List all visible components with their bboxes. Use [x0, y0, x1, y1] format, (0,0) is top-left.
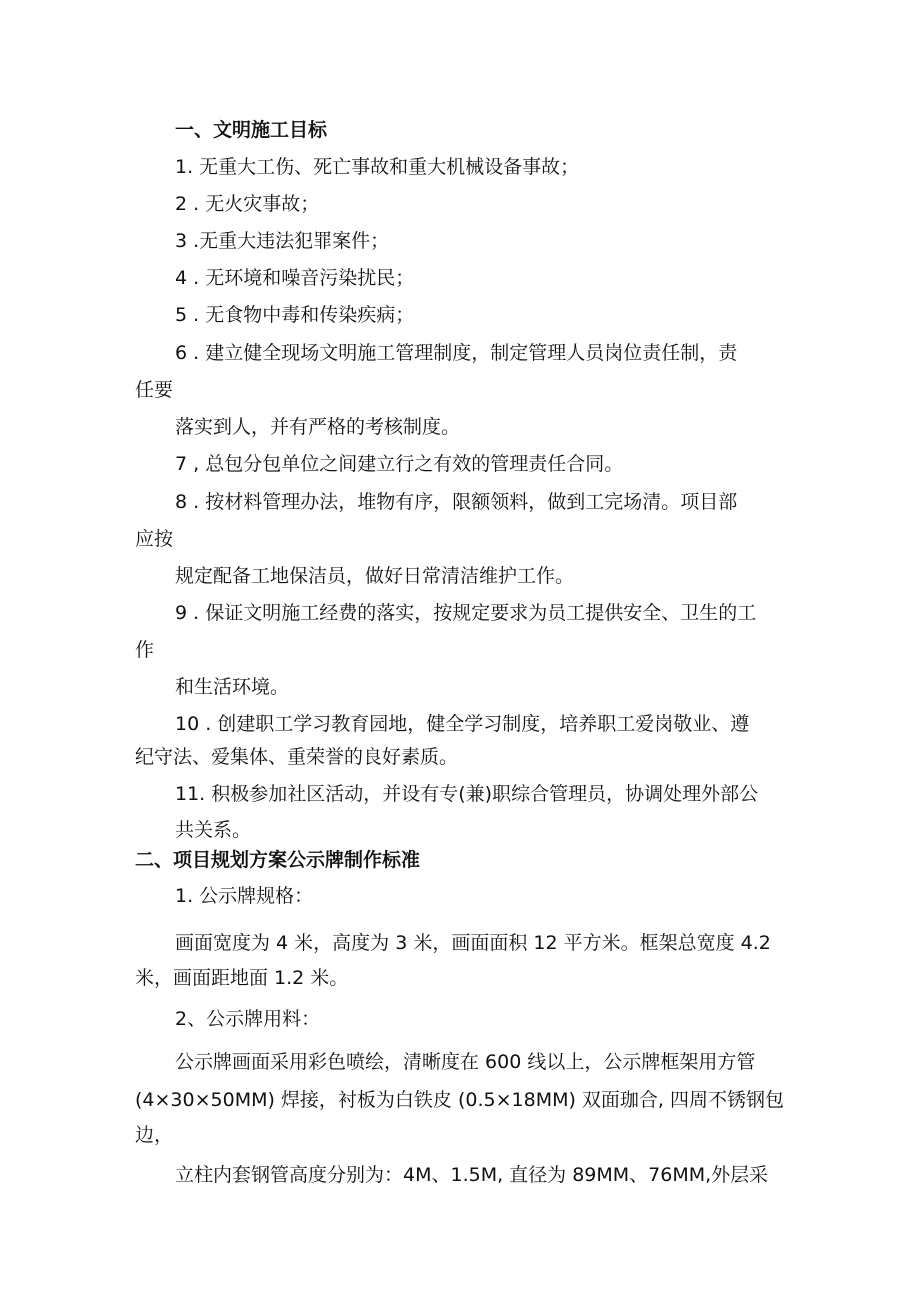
section-heading-2: 二、项目规划方案公示牌制作标准: [135, 849, 421, 871]
item-9: 9 . 保证文明施工经费的落实，按规定要求为员工提供安全、卫生的工: [175, 602, 757, 624]
item-6-cont: 落实到人，并有严格的考核制度。: [175, 416, 461, 438]
spec-title: 1. 公示牌规格：: [175, 885, 314, 907]
item-9-wrap: 作: [135, 639, 155, 661]
item-8-cont: 规定配备工地保洁员，做好日常清洁维护工作。: [175, 565, 575, 587]
item-6: 6 . 建立健全现场文明施工管理制度，制定管理人员岗位责任制，责: [175, 342, 738, 364]
item-11-wrap: 共关系。: [175, 819, 252, 841]
spec-line-1: 画面宽度为 4 米，高度为 3 米，画面面积 12 平方米。框架总宽度 4.2: [175, 932, 771, 954]
item-8: 8 . 按材料管理办法，堆物有序，限额领料，做到工完场清。项目部: [175, 491, 738, 513]
item-4: 4 . 无环境和噪音污染扰民；: [175, 267, 415, 289]
material-line-4: 立柱内套钢管高度分别为：4M、1.5M, 直径为 89MM、76MM,外层采: [175, 1164, 769, 1186]
item-2: 2 . 无火灾事故；: [175, 193, 320, 215]
material-line-1: 公示牌画面采用彩色喷绘，清晰度在 600 线以上，公示牌框架用方管: [175, 1051, 756, 1073]
item-7: 7 , 总包分包单位之间建立行之有效的管理责任合同。: [175, 453, 624, 475]
item-8-wrap: 应按: [135, 528, 174, 550]
spec-line-2: 米，画面距地面 1.2 米。: [135, 967, 349, 989]
item-10: 10 . 创建职工学习教育园地，健全学习制度，培养职工爱岗敬业、遵: [175, 713, 750, 735]
item-10-wrap: 纪守法、爱集体、重荣誉的良好素质。: [135, 746, 459, 768]
item-11: 11. 积极参加社区活动，并设有专(兼)职综合管理员，协调处理外部公: [175, 783, 759, 805]
item-1: 1. 无重大工伤、死亡事故和重大机械设备事故；: [175, 156, 580, 178]
material-line-3: 边，: [135, 1124, 174, 1146]
section-heading-1: 一、文明施工目标: [175, 119, 328, 141]
material-title: 2、公示牌用料：: [175, 1008, 321, 1030]
item-6-wrap: 任要: [135, 379, 174, 401]
item-9-cont: 和生活环境。: [175, 676, 290, 698]
item-3: 3 .无重大违法犯罪案件；: [175, 230, 390, 252]
item-5: 5 . 无食物中毒和传染疾病；: [175, 304, 415, 326]
material-line-2: (4×30×50MM) 焊接，衬板为白铁皮 (0.5×18MM) 双面珈合, 四周不锈钢包: [135, 1089, 785, 1111]
